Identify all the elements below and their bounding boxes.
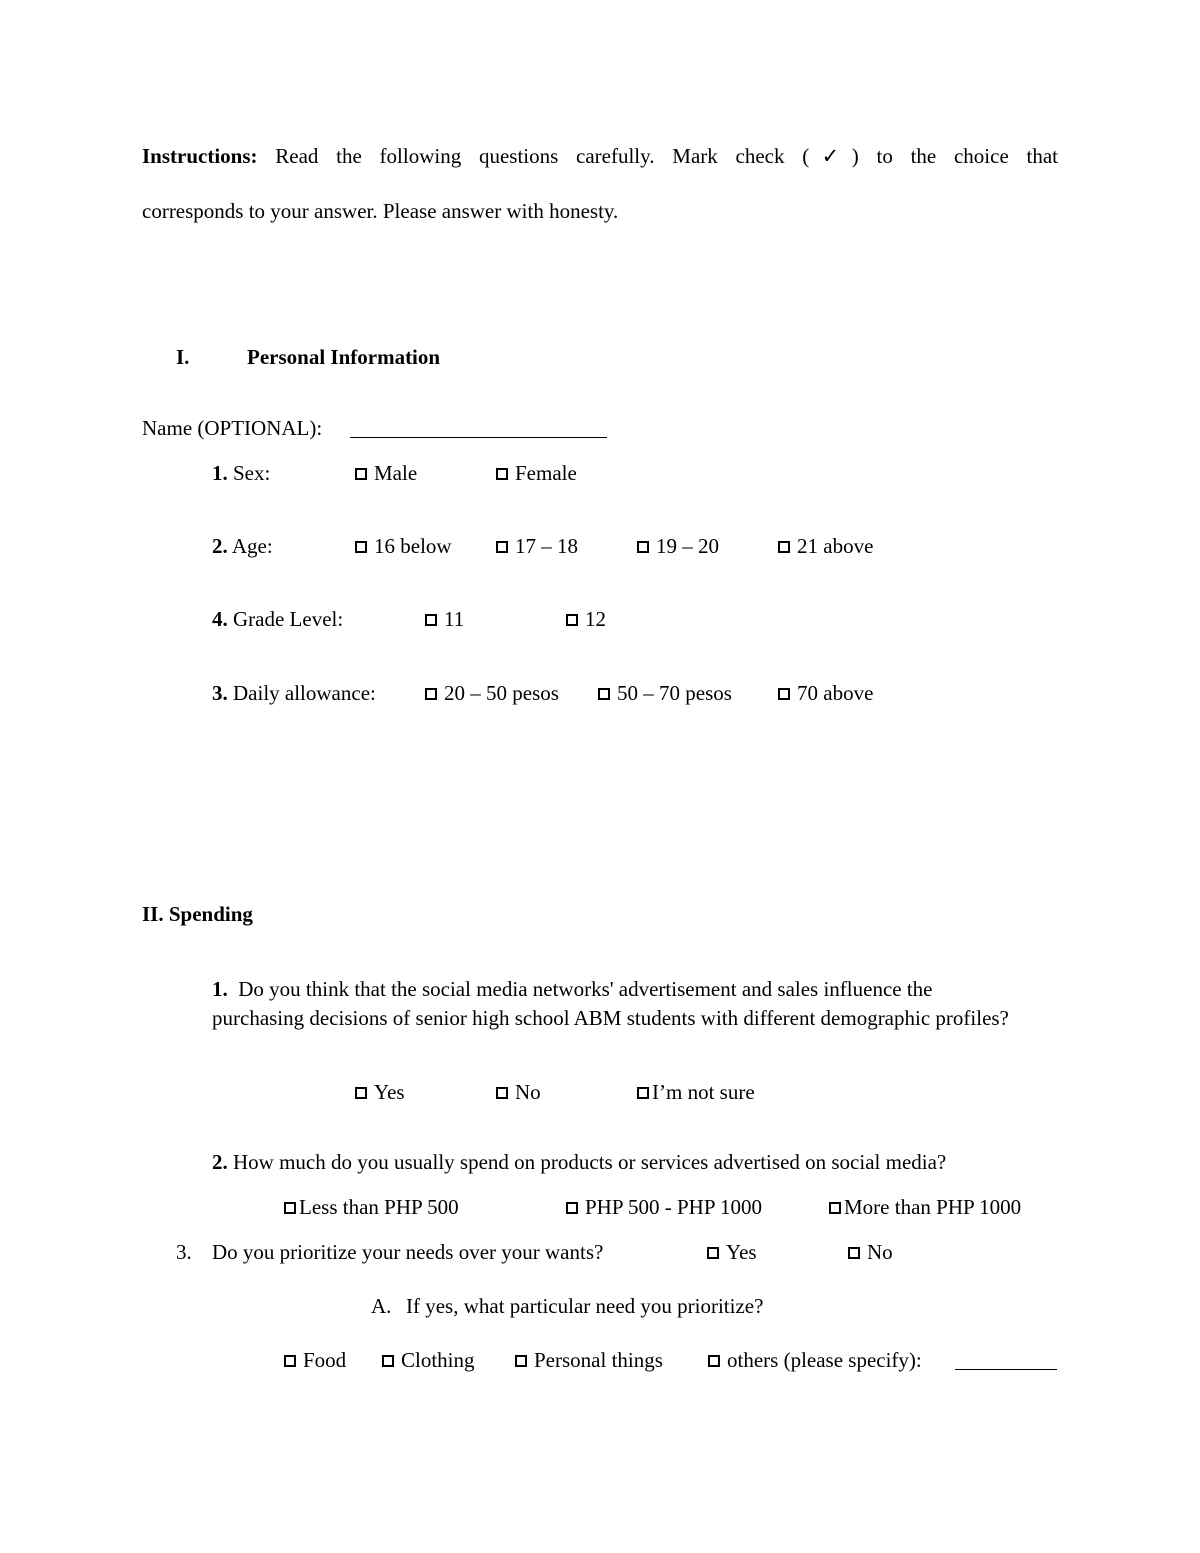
checkbox-icon[interactable] xyxy=(778,541,790,553)
option-label: No xyxy=(515,1080,541,1104)
instructions-text-2: corresponds to your answer. Please answer with honesty. xyxy=(142,199,619,223)
checkbox-icon[interactable] xyxy=(496,468,508,480)
option-label: Less than PHP 500 xyxy=(299,1195,459,1219)
option-label: 20 – 50 pesos xyxy=(444,681,559,705)
q1-option-yes[interactable] xyxy=(355,1082,405,1103)
name-field[interactable] xyxy=(350,420,607,442)
option-label: 70 above xyxy=(797,681,874,705)
option-label: Food xyxy=(303,1348,347,1372)
spending-q3-number: 3. xyxy=(176,1240,192,1264)
spending-q2 xyxy=(212,1152,946,1173)
checkbox-icon[interactable] xyxy=(355,1087,367,1099)
grade-number: 4. xyxy=(212,607,228,631)
option-label: Personal things xyxy=(534,1348,663,1372)
option-label: others (please specify): xyxy=(727,1348,922,1372)
age-question xyxy=(212,536,273,557)
option-label: 16 below xyxy=(374,534,452,558)
option-label: 50 – 70 pesos xyxy=(617,681,732,705)
sex-option-female[interactable] xyxy=(496,463,577,484)
others-specify-field[interactable] xyxy=(955,1352,1057,1374)
allowance-option-50-70[interactable] xyxy=(598,683,732,704)
option-label: 12 xyxy=(585,607,606,631)
sex-number: 1. xyxy=(212,461,228,485)
option-label: PHP 500 - PHP 1000 xyxy=(585,1195,762,1219)
checkbox-icon[interactable] xyxy=(848,1247,860,1259)
option-label: I’m not sure xyxy=(652,1080,755,1104)
checkbox-icon[interactable] xyxy=(425,688,437,700)
age-option-16-below[interactable] xyxy=(355,536,452,557)
sex-question xyxy=(212,463,270,484)
age-label: Age: xyxy=(231,534,273,558)
allowance-number: 3. xyxy=(212,681,228,705)
checkbox-icon[interactable] xyxy=(598,688,610,700)
q3-option-no[interactable] xyxy=(848,1242,893,1263)
q2-option-500-1000[interactable] xyxy=(566,1197,762,1218)
spending-q1-text: Do you think that the social media networks' advertisement and sales influence the purchasing decisions of senior high school ABM students with different demographic profiles? xyxy=(212,977,1009,1030)
checkbox-icon[interactable] xyxy=(496,1087,508,1099)
option-label: More than PHP 1000 xyxy=(844,1195,1022,1219)
option-label: Clothing xyxy=(401,1348,475,1372)
instructions-text-1: Read the following questions carefully. Mark check (✓) to the choice that xyxy=(275,144,1058,168)
q3-option-yes[interactable] xyxy=(707,1242,757,1263)
allowance-question xyxy=(212,683,376,704)
need-option-clothing[interactable] xyxy=(382,1350,475,1371)
checkbox-icon[interactable] xyxy=(829,1202,841,1214)
checkbox-icon[interactable] xyxy=(515,1355,527,1367)
section-1-number: I. xyxy=(176,345,190,369)
option-label: 17 – 18 xyxy=(515,534,578,558)
grade-label: Grade Level: xyxy=(233,607,344,631)
need-option-others[interactable] xyxy=(708,1350,922,1371)
checkbox-icon[interactable] xyxy=(284,1355,296,1367)
spending-q3-text: Do you prioritize your needs over your wants? xyxy=(212,1240,604,1264)
checkbox-icon[interactable] xyxy=(637,541,649,553)
option-label: No xyxy=(867,1240,893,1264)
sex-option-male[interactable] xyxy=(355,463,417,484)
age-option-19-20[interactable] xyxy=(637,536,719,557)
checkbox-icon[interactable] xyxy=(355,541,367,553)
option-label: 21 above xyxy=(797,534,874,558)
q1-option-no[interactable] xyxy=(496,1082,541,1103)
checkbox-icon[interactable] xyxy=(284,1202,296,1214)
grade-question xyxy=(212,609,343,630)
allowance-option-70-above[interactable] xyxy=(778,683,873,704)
option-label: Yes xyxy=(374,1080,405,1104)
checkbox-icon[interactable] xyxy=(496,541,508,553)
q2-option-more-1000[interactable] xyxy=(829,1197,1021,1218)
instructions-label: Instructions: xyxy=(142,144,258,168)
option-label: Yes xyxy=(726,1240,757,1264)
sub-a-letter: A. xyxy=(371,1294,392,1318)
option-label: Male xyxy=(374,461,418,485)
spending-q1-number: 1. xyxy=(212,977,228,1001)
grade-option-12[interactable] xyxy=(566,609,606,630)
checkbox-icon[interactable] xyxy=(708,1355,720,1367)
q2-option-less-500[interactable] xyxy=(284,1197,459,1218)
checkbox-icon[interactable] xyxy=(425,614,437,626)
age-option-21-above[interactable] xyxy=(778,536,873,557)
checkbox-icon[interactable] xyxy=(355,468,367,480)
option-label: 11 xyxy=(444,607,465,631)
sub-a-text: If yes, what particular need you prioritize? xyxy=(406,1294,764,1318)
need-option-personal-things[interactable] xyxy=(515,1350,663,1371)
sex-label: Sex: xyxy=(233,461,271,485)
age-number: 2. xyxy=(212,534,228,558)
option-label: 19 – 20 xyxy=(656,534,719,558)
section-2-title: II. Spending xyxy=(142,902,253,926)
checkbox-icon[interactable] xyxy=(707,1247,719,1259)
spending-q2-number: 2. xyxy=(212,1150,228,1174)
checkbox-icon[interactable] xyxy=(637,1087,649,1099)
allowance-option-20-50[interactable] xyxy=(425,683,559,704)
grade-option-11[interactable] xyxy=(425,609,464,630)
spending-q1 xyxy=(212,975,1022,1033)
checkbox-icon[interactable] xyxy=(566,614,578,626)
q1-option-not-sure[interactable] xyxy=(637,1082,755,1103)
age-option-17-18[interactable] xyxy=(496,536,578,557)
instructions-line-1 xyxy=(142,144,1058,169)
spending-q2-text: How much do you usually spend on products or services advertised on social media? xyxy=(233,1150,947,1174)
checkbox-icon[interactable] xyxy=(382,1355,394,1367)
section-1-title: Personal Information xyxy=(247,345,441,369)
need-option-food[interactable] xyxy=(284,1350,346,1371)
name-label: Name (OPTIONAL): xyxy=(142,416,323,440)
checkbox-icon[interactable] xyxy=(566,1202,578,1214)
checkbox-icon[interactable] xyxy=(778,688,790,700)
allowance-label: Daily allowance: xyxy=(233,681,376,705)
option-label: Female xyxy=(515,461,577,485)
